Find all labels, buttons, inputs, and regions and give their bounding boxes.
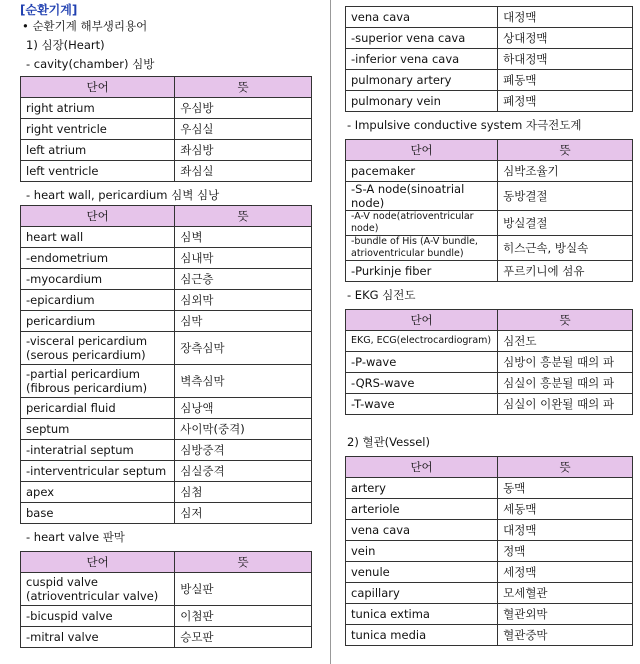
- table-row: [21, 332, 312, 365]
- meaning-cell: 심낭액: [175, 398, 312, 419]
- term-cell: -endometrium: [21, 248, 175, 269]
- term-cell: -bundle of His (A-V bundle, atrioventricular bundle): [346, 236, 498, 261]
- term-cell: tunica extima: [346, 604, 498, 625]
- term-cell: -myocardium: [21, 269, 175, 290]
- table-row: [21, 290, 312, 311]
- term-cell: pulmonary artery: [346, 70, 498, 91]
- term-cell: left ventricle: [21, 161, 175, 182]
- term-cell: base: [21, 503, 175, 524]
- term-cell: cuspid valve (atrioventricular valve): [21, 573, 175, 606]
- term-cell: septum: [21, 419, 175, 440]
- table-row: [21, 269, 312, 290]
- meaning-cell: 승모판: [175, 627, 312, 648]
- ekg-table: [345, 309, 633, 415]
- chamber-table: [20, 76, 312, 182]
- table-row: [21, 503, 312, 524]
- meaning-cell: 심첨: [175, 482, 312, 503]
- table-row: [346, 261, 633, 282]
- meaning-cell: 심실이 흥분될 때의 파: [498, 373, 633, 394]
- meaning-cell: 대정맥: [498, 7, 633, 28]
- term-cell: -A-V node(atrioventricular node): [346, 211, 498, 236]
- meaning-cell: 이첨판: [175, 606, 312, 627]
- term-cell: -visceral pericardium (serous pericardium): [21, 332, 175, 365]
- table-row: [21, 140, 312, 161]
- subheading-wall: - heart wall, pericardium 심벽 심낭: [26, 188, 220, 202]
- vessel-table: [345, 456, 633, 646]
- meaning-cell: 심실이 이완될 때의 파: [498, 394, 633, 415]
- meaning-cell: 방실판: [175, 573, 312, 606]
- meaning-cell: 심벽: [175, 227, 312, 248]
- table-row: [346, 182, 633, 211]
- col-word-header: 단어: [21, 206, 175, 227]
- table-row: [346, 236, 633, 261]
- meaning-cell: 정맥: [498, 541, 633, 562]
- term-cell: -T-wave: [346, 394, 498, 415]
- table-row: [21, 365, 312, 398]
- table-row: [21, 227, 312, 248]
- table-row: [21, 248, 312, 269]
- table-row: [21, 98, 312, 119]
- term-cell: artery: [346, 478, 498, 499]
- vessel-heading: 2) 혈관(Vessel): [347, 435, 430, 449]
- meaning-cell: 세동맥: [498, 499, 633, 520]
- meaning-cell: 푸르키니에 섬유: [498, 261, 633, 282]
- term-cell: heart wall: [21, 227, 175, 248]
- table-row: [21, 419, 312, 440]
- table-row: [346, 28, 633, 49]
- table-row: [21, 627, 312, 648]
- meaning-cell: 사이막(중격): [175, 419, 312, 440]
- col-word-header: 단어: [346, 457, 498, 478]
- heart-heading: 1) 심장(Heart): [26, 38, 105, 52]
- table-row: [346, 352, 633, 373]
- meaning-cell: 방실결절: [498, 211, 633, 236]
- meaning-cell: 세정맥: [498, 562, 633, 583]
- table-row: [21, 573, 312, 606]
- subheading-ekg: - EKG 심전도: [347, 288, 416, 302]
- table-row: [21, 161, 312, 182]
- term-cell: vein: [346, 541, 498, 562]
- left-column: [20, 0, 312, 652]
- term-cell: arteriole: [346, 499, 498, 520]
- term-cell: -mitral valve: [21, 627, 175, 648]
- term-cell: apex: [21, 482, 175, 503]
- table-row: [21, 482, 312, 503]
- meaning-cell: 심내막: [175, 248, 312, 269]
- meaning-cell: 동방결절: [498, 182, 633, 211]
- table-row: [346, 373, 633, 394]
- meaning-cell: 대정맥: [498, 520, 633, 541]
- meaning-cell: 모세혈관: [498, 583, 633, 604]
- term-cell: -QRS-wave: [346, 373, 498, 394]
- table-row: [346, 520, 633, 541]
- table-header-row: [21, 552, 312, 573]
- col-word-header: 단어: [21, 552, 175, 573]
- table-row: [346, 91, 633, 112]
- term-cell: -bicuspid valve: [21, 606, 175, 627]
- col-meaning-header: 뜻: [498, 457, 633, 478]
- term-cell: -interventricular septum: [21, 461, 175, 482]
- term-cell: -Purkinje fiber: [346, 261, 498, 282]
- meaning-cell: 심실중격: [175, 461, 312, 482]
- term-cell: -S-A node(sinoatrial node): [346, 182, 498, 211]
- meaning-cell: 히스근속, 방실속: [498, 236, 633, 261]
- meaning-cell: 심막: [175, 311, 312, 332]
- right-column: [345, 0, 633, 650]
- meaning-cell: 심방이 흥분될 때의 파: [498, 352, 633, 373]
- meaning-cell: 혈관외막: [498, 604, 633, 625]
- meaning-cell: 심방중격: [175, 440, 312, 461]
- term-cell: pericardial fluid: [21, 398, 175, 419]
- term-cell: left atrium: [21, 140, 175, 161]
- table-header-row: [346, 310, 633, 331]
- meaning-cell: 심박조율기: [498, 161, 633, 182]
- table-row: [346, 49, 633, 70]
- table-header-row: [21, 206, 312, 227]
- term-cell: pulmonary vein: [346, 91, 498, 112]
- table-row: [346, 7, 633, 28]
- term-cell: vena cava: [346, 520, 498, 541]
- wall-table: [20, 205, 312, 524]
- section-title: [순환기계]: [20, 3, 78, 17]
- meaning-cell: 심전도: [498, 331, 633, 352]
- subheading-impulse: - Impulsive conductive system 자극전도계: [347, 118, 582, 132]
- term-cell: pacemaker: [346, 161, 498, 182]
- col-word-header: 단어: [21, 77, 175, 98]
- table-row: [21, 440, 312, 461]
- table-row: [346, 625, 633, 646]
- meaning-cell: 폐정맥: [498, 91, 633, 112]
- table-row: [346, 562, 633, 583]
- valve-table: [20, 551, 312, 648]
- col-meaning-header: 뜻: [175, 206, 312, 227]
- meaning-cell: 상대정맥: [498, 28, 633, 49]
- term-cell: tunica media: [346, 625, 498, 646]
- col-word-header: 단어: [346, 140, 498, 161]
- meaning-cell: 심저: [175, 503, 312, 524]
- meaning-cell: 하대정맥: [498, 49, 633, 70]
- meaning-cell: 장측심막: [175, 332, 312, 365]
- table-row: [346, 331, 633, 352]
- table-row: [21, 311, 312, 332]
- table-header-row: [346, 457, 633, 478]
- col-meaning-header: 뜻: [175, 77, 312, 98]
- meaning-cell: 우심방: [175, 98, 312, 119]
- col-word-header: 단어: [346, 310, 498, 331]
- vessel-top-table: [345, 6, 633, 112]
- meaning-cell: 좌심실: [175, 161, 312, 182]
- term-cell: right ventricle: [21, 119, 175, 140]
- col-meaning-header: 뜻: [498, 140, 633, 161]
- term-cell: -epicardium: [21, 290, 175, 311]
- meaning-cell: 혈관중막: [498, 625, 633, 646]
- term-cell: -partial pericardium (fibrous pericardium): [21, 365, 175, 398]
- table-row: [346, 541, 633, 562]
- table-row: [346, 394, 633, 415]
- table-row: [21, 461, 312, 482]
- term-cell: -P-wave: [346, 352, 498, 373]
- table-row: [346, 604, 633, 625]
- meaning-cell: 심근층: [175, 269, 312, 290]
- term-cell: pericardium: [21, 311, 175, 332]
- term-cell: venule: [346, 562, 498, 583]
- meaning-cell: 좌심방: [175, 140, 312, 161]
- table-row: [346, 583, 633, 604]
- subheading-valve: - heart valve 판막: [26, 530, 125, 544]
- bullet-heading: • 순환기계 해부생리용어: [22, 19, 148, 33]
- table-row: [346, 70, 633, 91]
- meaning-cell: 동맥: [498, 478, 633, 499]
- term-cell: capillary: [346, 583, 498, 604]
- table-row: [346, 211, 633, 236]
- term-cell: -inferior vena cava: [346, 49, 498, 70]
- table-row: [346, 499, 633, 520]
- term-cell: right atrium: [21, 98, 175, 119]
- table-row: [21, 606, 312, 627]
- meaning-cell: 폐동맥: [498, 70, 633, 91]
- col-meaning-header: 뜻: [498, 310, 633, 331]
- meaning-cell: 심외막: [175, 290, 312, 311]
- column-divider: [330, 0, 331, 664]
- term-cell: -superior vena cava: [346, 28, 498, 49]
- meaning-cell: 벽측심막: [175, 365, 312, 398]
- col-meaning-header: 뜻: [175, 552, 312, 573]
- term-cell: EKG, ECG(electrocardiogram): [346, 331, 498, 352]
- table-header-row: [346, 140, 633, 161]
- term-cell: -interatrial septum: [21, 440, 175, 461]
- table-row: [21, 398, 312, 419]
- subheading-chamber: - cavity(chamber) 심방: [26, 57, 155, 71]
- term-cell: vena cava: [346, 7, 498, 28]
- table-row: [346, 161, 633, 182]
- meaning-cell: 우심실: [175, 119, 312, 140]
- table-header-row: [21, 77, 312, 98]
- table-row: [346, 478, 633, 499]
- impulse-table: [345, 139, 633, 282]
- table-row: [21, 119, 312, 140]
